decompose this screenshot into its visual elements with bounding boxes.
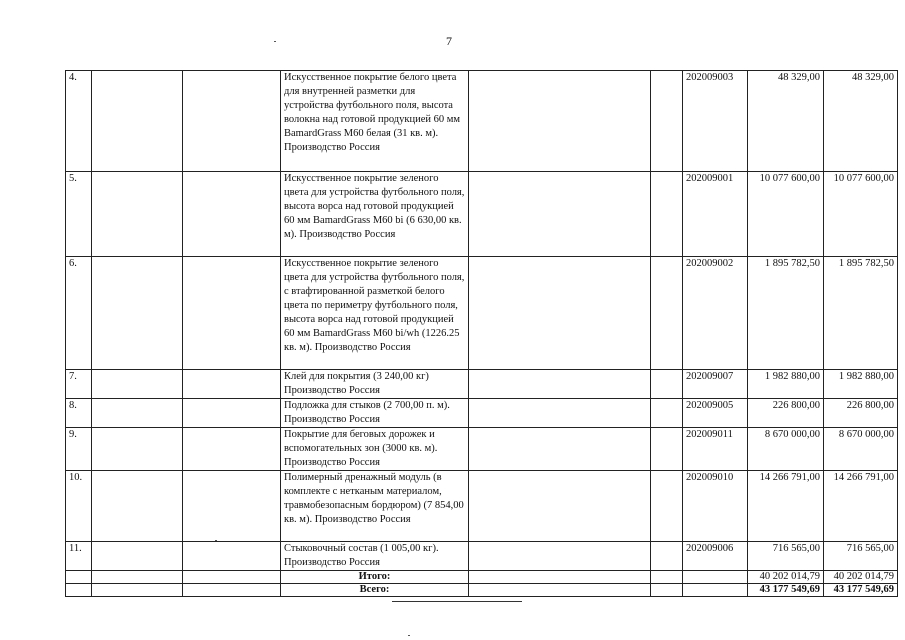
empty-cell (469, 257, 651, 370)
item-price: 8 670 000,00 (748, 428, 824, 471)
empty-cell (469, 428, 651, 471)
item-price: 1 895 782,50 (748, 257, 824, 370)
item-description: Искусственное покрытие белого цвета для внутренней разметки для устройства футбольного поля, высота волокна над готовой продукцией 60 мм BamardGrass M60 белая (31 кв. м). Производство Россия (281, 71, 469, 172)
row-number: 5. (66, 172, 92, 257)
itogo-sum: 40 202 014,79 (824, 571, 898, 584)
item-code: 202009010 (683, 471, 748, 542)
item-description: Полимерный дренажный модуль (в комплекте с нетканым материалом, травмобезопасным бордюром) (7 854,00 кв. м). Производство Россия (281, 471, 469, 542)
item-code: 202009003 (683, 71, 748, 172)
item-sum: 1 895 782,50 (824, 257, 898, 370)
item-code: 202009011 (683, 428, 748, 471)
empty-cell (183, 399, 281, 428)
item-price: 1 982 880,00 (748, 370, 824, 399)
item-price: 14 266 791,00 (748, 471, 824, 542)
table-body (66, 71, 898, 571)
row-number: 8. (66, 399, 92, 428)
item-description: Клей для покрытия (3 240,00 кг) Производство Россия (281, 370, 469, 399)
table-row (66, 542, 898, 571)
empty-cell (92, 471, 183, 542)
item-code: 202009007 (683, 370, 748, 399)
empty-cell (651, 71, 683, 172)
empty-cell (651, 370, 683, 399)
empty-cell (651, 399, 683, 428)
empty-cell (92, 428, 183, 471)
empty-cell (651, 257, 683, 370)
item-sum: 1 982 880,00 (824, 370, 898, 399)
itogo-label: Итого: (281, 571, 469, 584)
page-number: 7 (446, 34, 452, 48)
item-price: 48 329,00 (748, 71, 824, 172)
empty-cell (651, 172, 683, 257)
row-number: 11. (66, 542, 92, 571)
empty-cell (183, 542, 281, 571)
item-code: 202009006 (683, 542, 748, 571)
table-row (66, 399, 898, 428)
table-row (66, 71, 898, 172)
item-code: 202009002 (683, 257, 748, 370)
empty-cell (183, 428, 281, 471)
empty-cell (183, 370, 281, 399)
empty-cell (92, 71, 183, 172)
item-sum: 8 670 000,00 (824, 428, 898, 471)
empty-cell (469, 172, 651, 257)
empty-cell (183, 71, 281, 172)
empty-cell (92, 257, 183, 370)
table-row (66, 257, 898, 370)
totals-body (66, 571, 898, 597)
item-description: Искусственное покрытие зеленого цвета для устройства футбольного поля, с втафтированной разметкой белого цвета по периметру футбольного поля, высота ворса над готовой продукцией 60 мм BamardGrass M60 bi/wh (1226.25 кв. м). Производство Россия (281, 257, 469, 370)
item-price: 716 565,00 (748, 542, 824, 571)
row-number: 4. (66, 71, 92, 172)
item-description: Искусственное покрытие зеленого цвета для устройства футбольного поля, высота ворса над готовой продукцией 60 мм BamardGrass M60 bi (6 630,00 кв. м). Производство Россия (281, 172, 469, 257)
table-row (66, 172, 898, 257)
item-code: 202009005 (683, 399, 748, 428)
table-row (66, 471, 898, 542)
row-number: 10. (66, 471, 92, 542)
empty-cell (183, 172, 281, 257)
empty-cell (92, 542, 183, 571)
item-sum: 226 800,00 (824, 399, 898, 428)
vsego-row (66, 584, 898, 597)
item-description: Подложка для стыков (2 700,00 п. м). Производство Россия (281, 399, 469, 428)
item-sum: 10 077 600,00 (824, 172, 898, 257)
item-sum: 48 329,00 (824, 71, 898, 172)
row-number: 9. (66, 428, 92, 471)
empty-cell (651, 542, 683, 571)
specification-table (65, 70, 898, 597)
vsego-sum: 43 177 549,69 (824, 584, 898, 597)
scan-speck (408, 635, 410, 636)
empty-cell (469, 370, 651, 399)
item-sum: 716 565,00 (824, 542, 898, 571)
table-row (66, 370, 898, 399)
empty-cell (651, 471, 683, 542)
empty-cell (469, 71, 651, 172)
empty-cell (183, 471, 281, 542)
itogo-price: 40 202 014,79 (748, 571, 824, 584)
empty-cell (183, 257, 281, 370)
empty-cell (651, 428, 683, 471)
item-price: 226 800,00 (748, 399, 824, 428)
empty-cell (469, 471, 651, 542)
bottom-rule (392, 601, 522, 602)
empty-cell (92, 172, 183, 257)
item-price: 10 077 600,00 (748, 172, 824, 257)
item-description: Покрытие для беговых дорожек и вспомогательных зон (3000 кв. м). Производство Россия (281, 428, 469, 471)
row-number: 6. (66, 257, 92, 370)
item-description: Стыковочный состав (1 005,00 кг). Производство Россия (281, 542, 469, 571)
scan-speck (274, 41, 276, 42)
vsego-label: Всего: (281, 584, 469, 597)
row-number: 7. (66, 370, 92, 399)
item-sum: 14 266 791,00 (824, 471, 898, 542)
item-code: 202009001 (683, 172, 748, 257)
empty-cell (469, 399, 651, 428)
table-row (66, 428, 898, 471)
vsego-price: 43 177 549,69 (748, 584, 824, 597)
empty-cell (469, 542, 651, 571)
itogo-row (66, 571, 898, 584)
empty-cell (92, 370, 183, 399)
empty-cell (92, 399, 183, 428)
